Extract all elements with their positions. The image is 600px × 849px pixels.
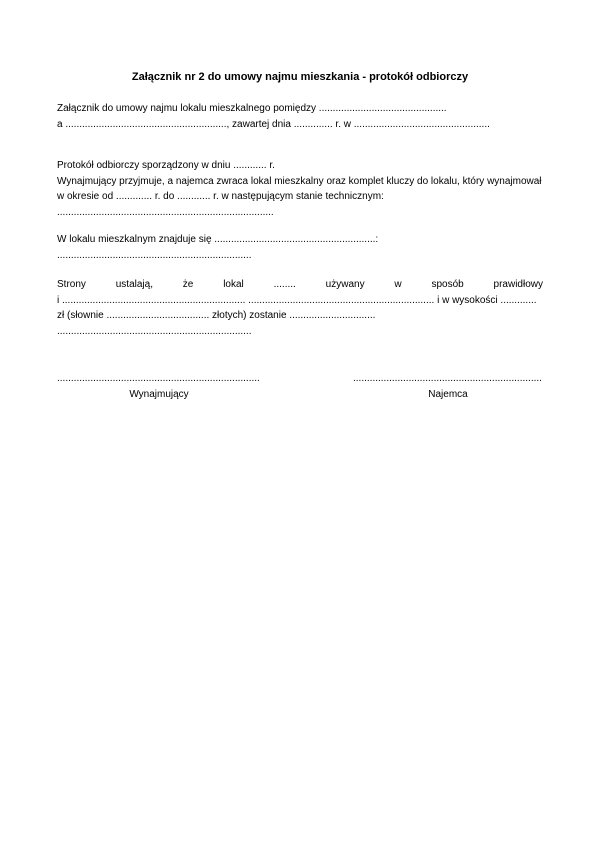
handover-line-3: w okresie od ............. r. do ............ r. w następującym stanie technicznym: [57,191,384,202]
intro-paragraph [57,101,543,132]
signature-section [57,371,543,402]
settlement-line-2: i .................................................................. ................................................................... i w wysokości ............. [57,294,537,306]
settlement-paragraph [57,277,543,339]
handover-fill-line: .............................................................................. [57,206,274,218]
inventory-paragraph [57,232,543,263]
landlord-signature-line: ......................................................................... [57,373,260,384]
inventory-fill-line: ...................................................................... [57,249,252,261]
tenant-signature-line: .................................................................... [353,373,542,384]
tenant-signature-label: Najemca [428,388,468,400]
document-title: Załącznik nr 2 do umowy najmu mieszkania - protokół odbiorczy [131,71,469,83]
settlement-line-1: Strony ustalają, że lokal ........ używany w sposób prawidłowy [57,279,543,290]
intro-line-1: Załącznik do umowy najmu lokalu mieszkalnego pomiędzy .............................................. [57,103,447,114]
landlord-signature-label: Wynajmujący [129,388,189,400]
settlement-fill-line: ...................................................................... [57,325,252,337]
handover-line-2: Wynajmujący przyjmuje, a najemca zwraca lokal mieszkalny oraz komplet kluczy do lokalu, który wynajmował [57,175,542,187]
handover-line-1: Protokół odbiorczy sporządzony w dniu ............ r. [57,160,275,171]
handover-paragraph [57,158,543,220]
settlement-line-3: zł (słownie ..................................... złotych) zostanie ............................... [57,310,376,321]
intro-line-2: a .........................................................., zawartej dnia .............. r. w ................................................. [57,118,490,130]
signature-tenant [353,371,543,402]
inventory-line-1: W lokalu mieszkalnym znajduje się ..........................................................: [57,234,379,245]
signature-landlord [57,371,261,402]
